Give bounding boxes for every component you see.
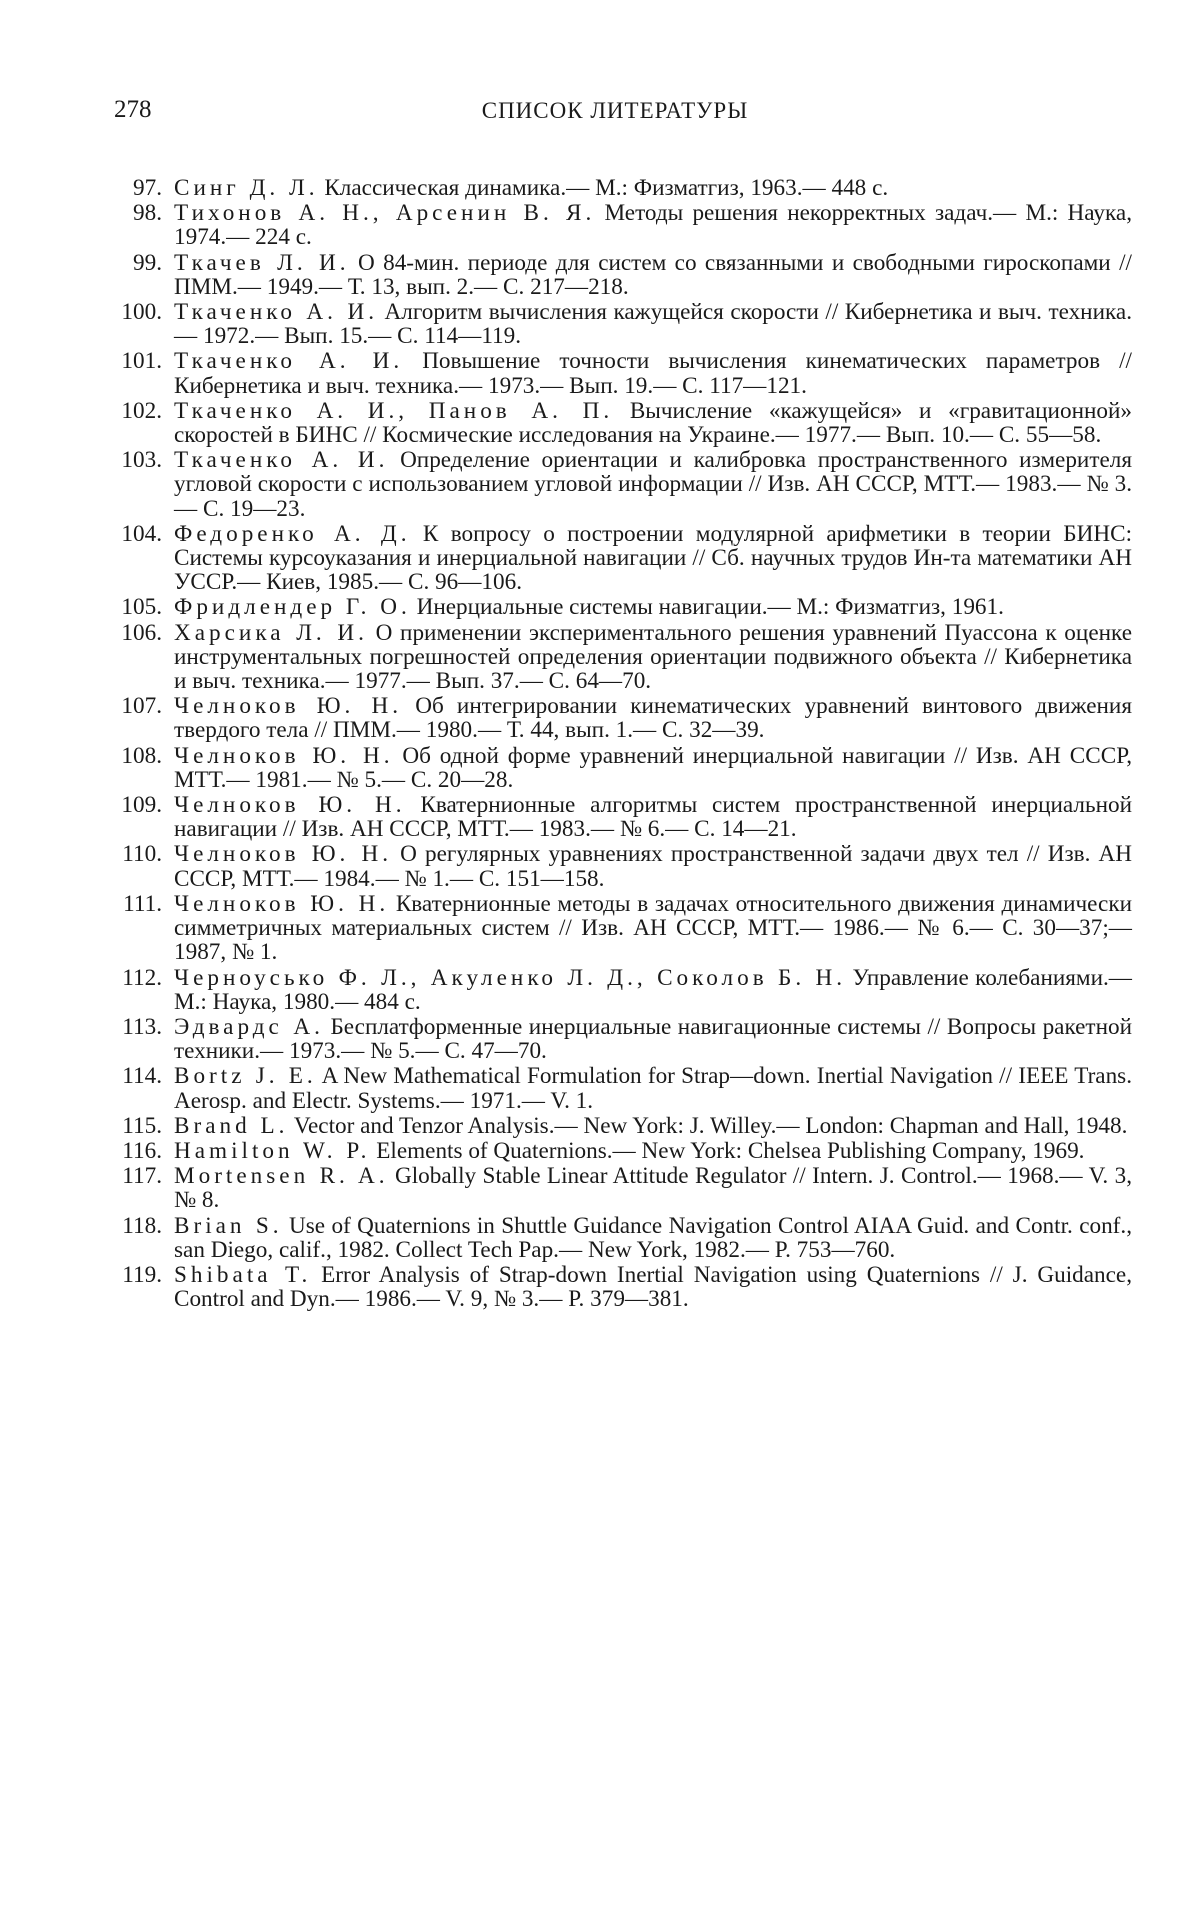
reference-text: Кватернионные методы в задачах относительного движения динамически симметричных материальных систем // Изв. АН СССР, МТТ.— 1986.— № 6.— С. 30—37;— 1987, № 1. bbox=[174, 890, 1132, 966]
reference-author: Hamilton W. P. bbox=[174, 1137, 371, 1164]
reference-text: Бесплатформенные инерциальные навигационные системы // Вопросы ракетной техники.— 1973.— № 5.— С. 47—70. bbox=[174, 1013, 1132, 1065]
reference-author: Харсика Л. И. bbox=[174, 619, 368, 646]
reference-item bbox=[122, 1112, 1132, 1139]
reference-author: Ткаченко А. И. bbox=[174, 299, 379, 326]
reference-author: Bortz J. E. bbox=[174, 1063, 317, 1090]
reference-number: 101. bbox=[121, 348, 162, 375]
reference-item bbox=[122, 1261, 1133, 1313]
reference-text: Vector and Tenzor Analysis.— New York: J. Willey.— London: Chapman and Hall, 1948. bbox=[288, 1112, 1128, 1139]
reference-author: Brand L. bbox=[174, 1112, 289, 1139]
reference-number: 116. bbox=[122, 1137, 162, 1164]
reference-item bbox=[121, 594, 1132, 621]
reference-text: Вычисление «кажущейся» и «гравитационной» скоростей в БИНС // Космические исследования на Украине.— 1977.— Вып. 10.— С. 55—58. bbox=[174, 397, 1132, 449]
reference-number: 118. bbox=[122, 1212, 162, 1239]
reference-author: Ткачев Л. И. bbox=[174, 249, 350, 276]
reference-text: Кватернионные алгоритмы систем пространственной инерциальной навигации // Изв. АН СССР, МТТ.— 1983.— № 6.— С. 14—21. bbox=[174, 792, 1132, 843]
reference-item bbox=[122, 1163, 1132, 1214]
reference-item bbox=[121, 619, 1132, 695]
reference-number: 98. bbox=[133, 200, 162, 227]
reference-text: Определение ориентации и калибровка пространственного измерителя угловой скорости с использованием угловой информации // Изв. АН СССР, МТТ.— 1983.— № 3.— С. 19—23. bbox=[174, 447, 1132, 522]
reference-list bbox=[121, 175, 1133, 1313]
reference-number: 97. bbox=[133, 175, 162, 201]
reference-text: Инерциальные системы навигации.— М.: Физматгиз, 1961. bbox=[410, 594, 1004, 621]
reference-number: 105. bbox=[121, 594, 162, 621]
reference-text: Об одной форме уравнений инерциальной навигации // Изв. АН СССР, МТТ.— 1981.— № 5.— С. 20—28. bbox=[174, 742, 1132, 793]
reference-author: Челноков Ю. Н. bbox=[174, 841, 392, 868]
reference-text: Use of Quaternions in Shuttle Guidance Navigation Control AIAA Guid. and Contr. conf., san Diego, calif., 1982. Collect Tech Pap.— New York, 1982.— P. 753—760. bbox=[174, 1212, 1132, 1263]
reference-author: Brian S. bbox=[174, 1212, 283, 1239]
reference-text: Об интегрировании кинематических уравнений винтового движения твердого тела // ПММ.— 1980.— Т. 44, вып. 1.— С. 32—39. bbox=[174, 693, 1132, 744]
reference-number: 117. bbox=[122, 1163, 162, 1190]
reference-author: Эдвардс А. bbox=[174, 1013, 324, 1040]
reference-item bbox=[121, 447, 1132, 522]
reference-number: 106. bbox=[121, 619, 162, 646]
reference-item bbox=[121, 742, 1132, 793]
reference-number: 112. bbox=[122, 964, 162, 991]
reference-number: 100. bbox=[121, 299, 162, 326]
reference-text: Elements of Quaternions.— New York: Chelsea Publishing Company, 1969. bbox=[370, 1137, 1085, 1164]
reference-author: Челноков Ю. Н. bbox=[174, 742, 394, 769]
reference-author: Ткаченко А. И. bbox=[174, 348, 404, 375]
reference-item bbox=[121, 348, 1132, 399]
reference-item bbox=[122, 1063, 1133, 1114]
reference-number: 110. bbox=[122, 841, 162, 868]
reference-item bbox=[122, 1212, 1132, 1263]
reference-text: Повышение точности вычисления кинематических параметров // Кибернетика и выч. техника.— 1973.— Вып. 19.— С. 117—121. bbox=[174, 348, 1132, 399]
reference-text: Методы решения некорректных задач.— М.: Наука, 1974.— 224 с. bbox=[174, 200, 1132, 251]
running-title: СПИСОК ЛИТЕРАТУРЫ bbox=[481, 98, 749, 123]
reference-item bbox=[122, 1137, 1132, 1164]
reference-text: A New Mathematical Formulation for Strap—down. Inertial Navigation // IEEE Trans. Aerosp. and Electr. Systems.— 1971.— V. 1. bbox=[174, 1063, 1133, 1114]
reference-number: 108. bbox=[121, 742, 162, 769]
reference-number: 114. bbox=[122, 1063, 162, 1090]
reference-author: Mortensen R. A. bbox=[174, 1163, 389, 1190]
reference-number: 109. bbox=[121, 792, 162, 819]
reference-item bbox=[121, 397, 1132, 449]
reference-item bbox=[122, 964, 1132, 1015]
reference-author: Федоренко А. Д. bbox=[174, 520, 411, 547]
reference-number: 104. bbox=[121, 520, 162, 547]
reference-text: Управление колебаниями.— М.: Наука, 1980.— 484 с. bbox=[174, 964, 1132, 1015]
reference-author: Черноусько Ф. Л., Акуленко Л. Д., Соколов Б. Н. bbox=[174, 964, 847, 991]
reference-text: О 84-мин. периоде для систем со связанными и свободными гироскопами // ПММ.— 1949.— Т. 13, вып. 2.— С. 217—218. bbox=[174, 249, 1132, 300]
page-header bbox=[110, 96, 1120, 130]
reference-number: 99. bbox=[133, 249, 162, 276]
reference-author: Челноков Ю. Н. bbox=[174, 792, 406, 819]
reference-number: 119. bbox=[122, 1261, 162, 1288]
reference-number: 102. bbox=[121, 397, 162, 424]
reference-author: Фридлендер Г. О. bbox=[174, 594, 411, 621]
reference-text: Error Analysis of Strap-down Inertial Navigation using Quaternions // J. Guidance, Control and Dyn.— 1986.— V. 9, № 3.— P. 379—381. bbox=[174, 1261, 1133, 1313]
reference-text: Globally Stable Linear Attitude Regulator // Intern. J. Control.— 1968.— V. 3, № 8. bbox=[174, 1163, 1132, 1214]
reference-item bbox=[123, 890, 1132, 966]
reference-item bbox=[122, 841, 1132, 892]
reference-text: К вопросу о построении модулярной арифметики в теории БИНС: Системы курсоуказания и инерциальной навигации // Сб. научных трудов Ин-та математики АН УССР.— Киев, 1985.— С. 96—106. bbox=[174, 520, 1133, 596]
reference-number: 103. bbox=[121, 447, 162, 474]
reference-item bbox=[133, 175, 1132, 201]
reference-item bbox=[122, 1013, 1132, 1065]
reference-number: 113. bbox=[122, 1013, 162, 1040]
reference-text: О применении экспериментального решения уравнений Пуассона к оценке инструментальных погрешностей определения ориентации подвижного объекта // Кибернетика и выч. техника.— 1977.— Вып. 37.— С. 64—70. bbox=[174, 619, 1132, 695]
reference-item bbox=[121, 693, 1132, 744]
reference-number: 107. bbox=[121, 693, 162, 720]
reference-author: Shibata T. bbox=[174, 1261, 312, 1288]
reference-text: О регулярных уравнениях пространственной задачи двух тел // Изв. АН СССР, МТТ.— 1984.— № 1.— С. 151—158. bbox=[174, 841, 1132, 892]
reference-item bbox=[121, 792, 1132, 843]
reference-author: Синг Д. Л. bbox=[174, 175, 319, 201]
reference-number: 111. bbox=[123, 890, 162, 917]
reference-author: Ткаченко А. И. bbox=[174, 447, 389, 474]
reference-item bbox=[133, 200, 1132, 251]
reference-item bbox=[121, 520, 1133, 596]
reference-author: Тихонов А. Н., Арсенин В. Я. bbox=[174, 200, 596, 227]
reference-text: Классическая динамика.— М.: Физматгиз, 1963.— 448 с. bbox=[318, 175, 889, 201]
reference-item bbox=[133, 249, 1132, 300]
reference-item bbox=[121, 299, 1132, 350]
reference-author: Ткаченко А. И., Панов А. П. bbox=[174, 397, 614, 424]
reference-number: 115. bbox=[122, 1112, 162, 1139]
reference-author: Челноков Ю. Н. bbox=[174, 890, 390, 917]
page-number: 278 bbox=[114, 96, 152, 123]
reference-text: Алгоритм вычисления кажущейся скорости // Кибернетика и выч. техника.— 1972.— Вып. 15.— С. 114—119. bbox=[174, 299, 1132, 350]
reference-author: Челноков Ю. Н. bbox=[174, 693, 403, 720]
